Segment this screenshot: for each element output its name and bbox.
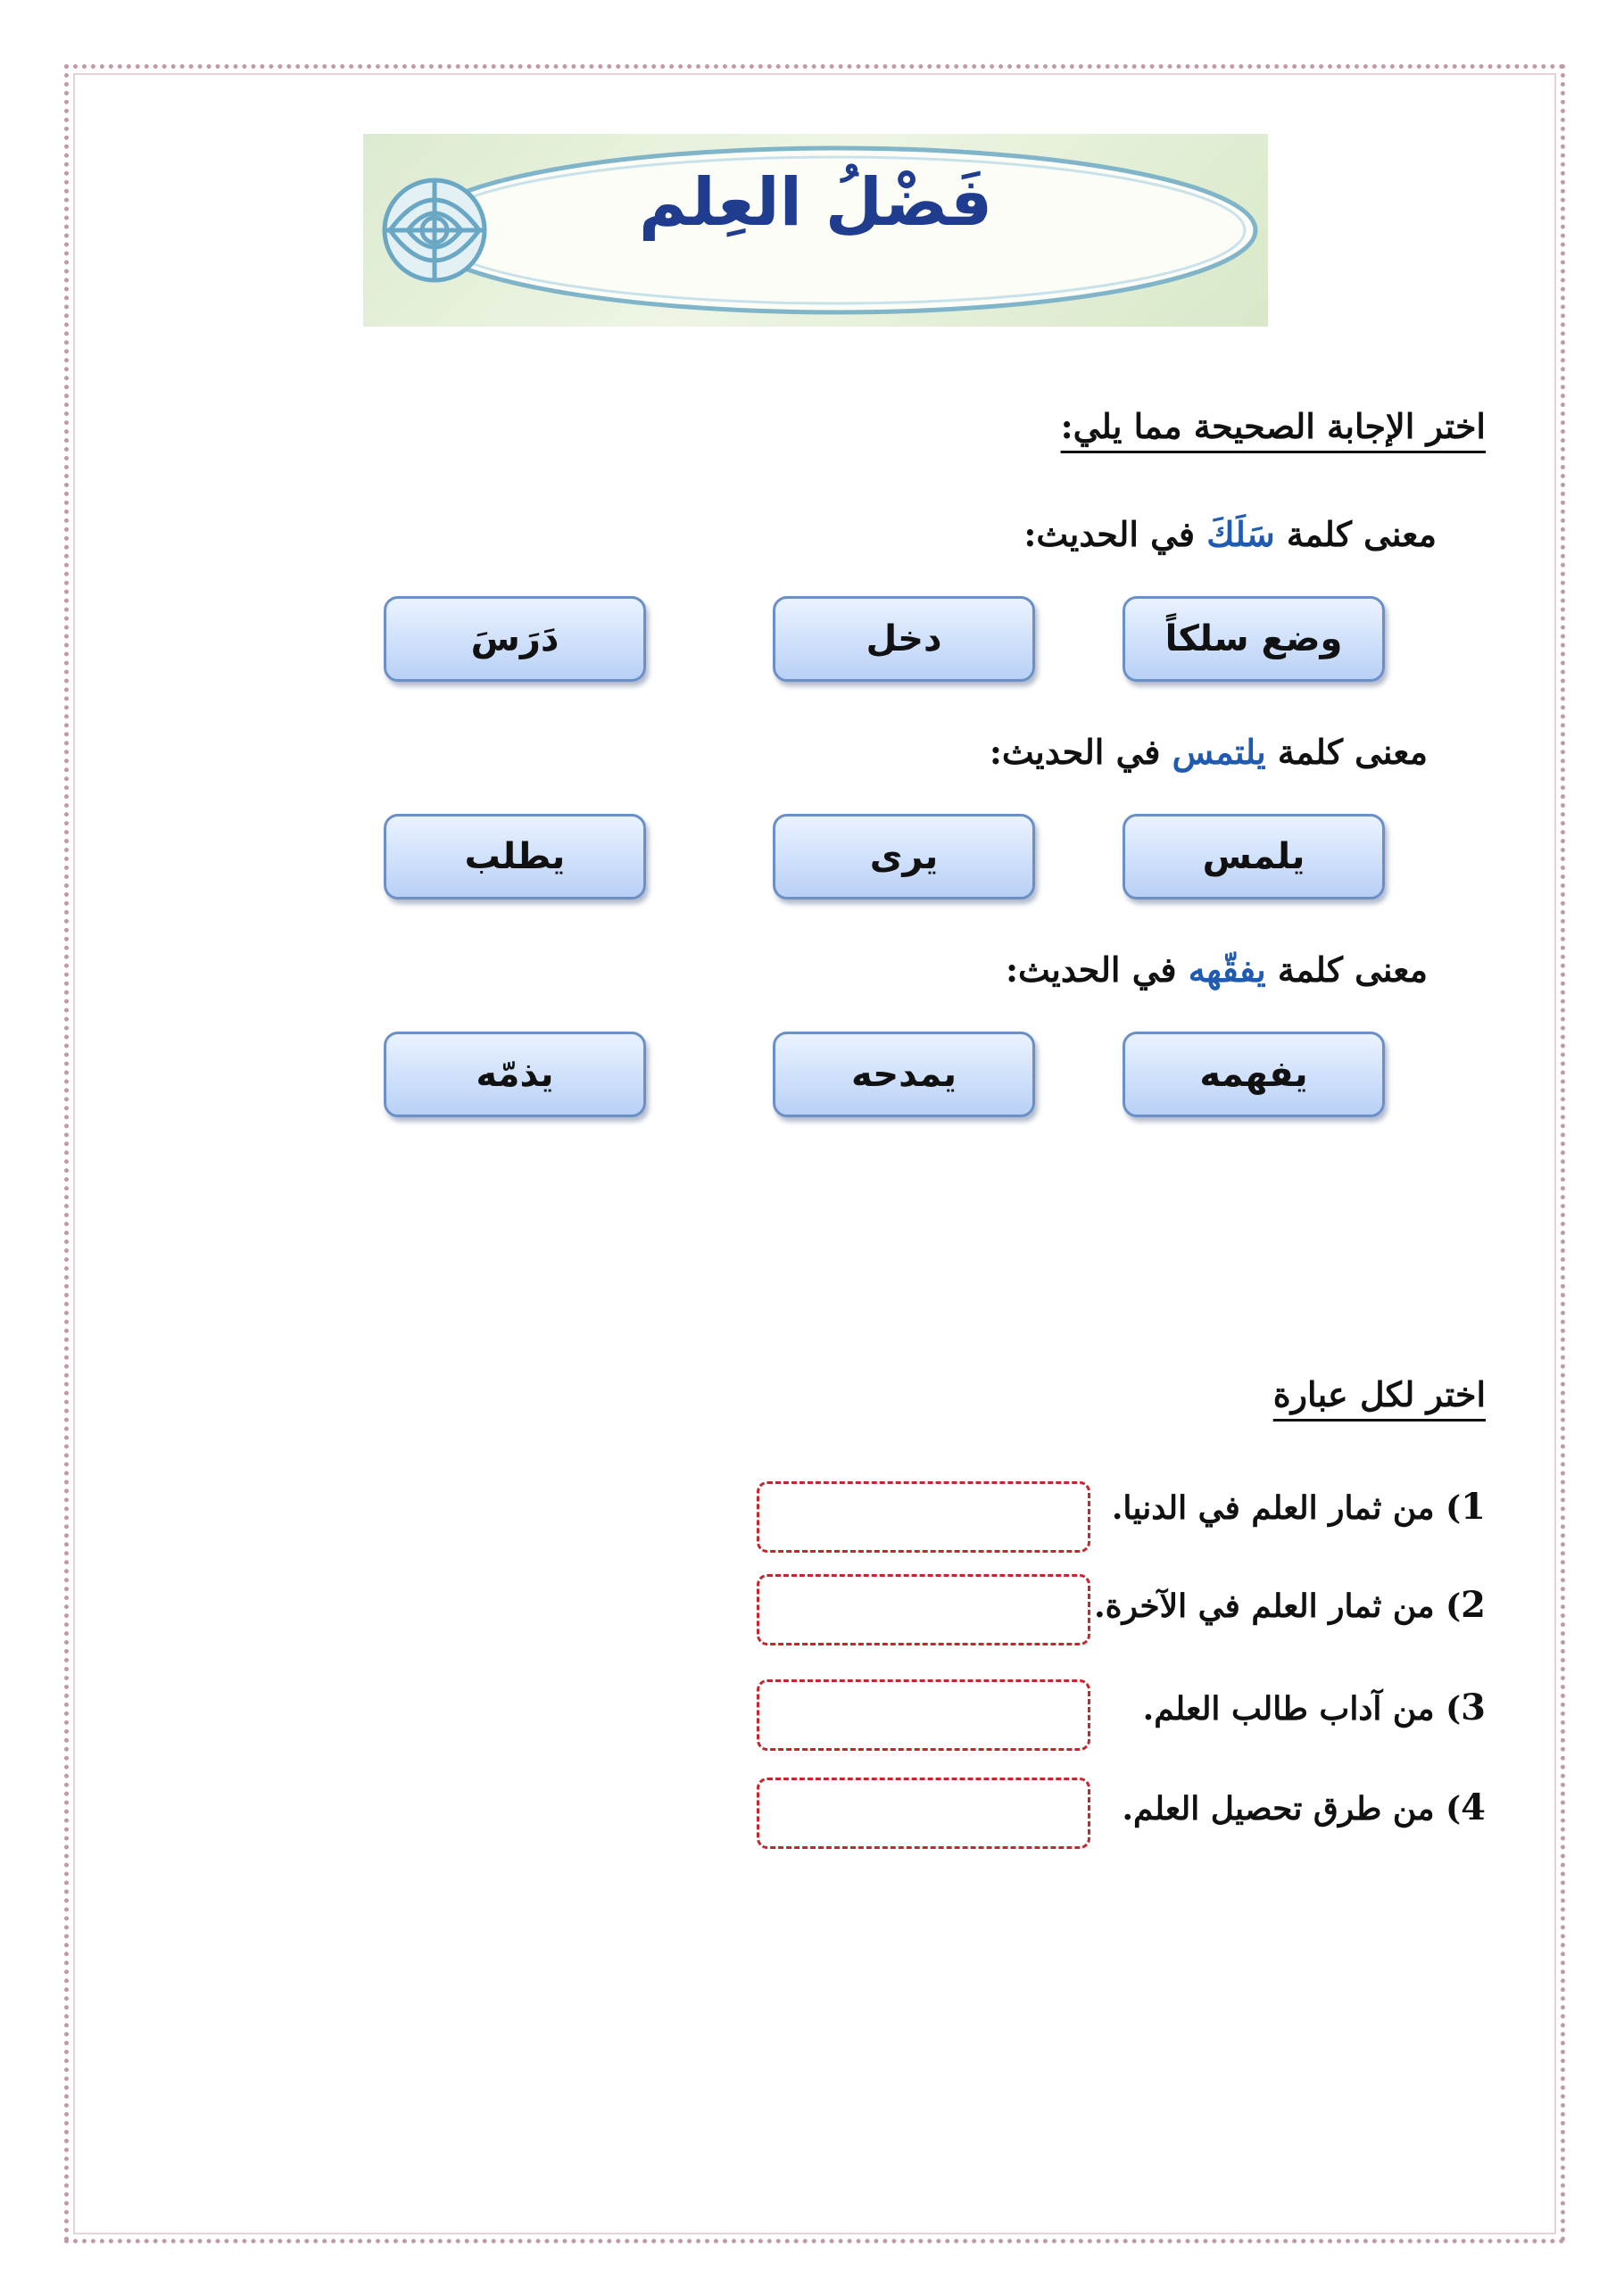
- option-button[interactable]: يرى: [773, 814, 1035, 899]
- page-border-inner: [73, 73, 1556, 2234]
- option-button[interactable]: وضع سلكاً: [1123, 596, 1385, 682]
- option-button[interactable]: يطلب: [384, 814, 646, 899]
- question-keyword: يفقّهه: [1188, 949, 1266, 990]
- option-button[interactable]: يمدحه: [773, 1032, 1035, 1117]
- question-1: [1023, 514, 1437, 554]
- item-number: 2: [1461, 1584, 1486, 1626]
- question-suffix: في الحديث:: [989, 732, 1172, 772]
- item-text: من ثمار العلم في الآخرة.: [1094, 1587, 1435, 1625]
- item-number: 1: [1461, 1486, 1486, 1528]
- question-keyword: سَلَكَ: [1206, 514, 1275, 554]
- option-button[interactable]: يذمّه: [384, 1032, 646, 1117]
- section1-heading: اختر الإجابة الصحيحة مما يلي:: [1060, 406, 1486, 446]
- option-button[interactable]: يلمس: [1123, 814, 1385, 899]
- option-button[interactable]: دخل: [773, 596, 1035, 682]
- option-button[interactable]: دَرَسَ: [384, 596, 646, 682]
- question-prefix: معنى كلمة: [1265, 949, 1428, 990]
- answer-slot[interactable]: [757, 1481, 1090, 1553]
- title-banner: [363, 134, 1268, 327]
- list-item: 4) من طرق تحصيل العلم.: [1122, 1786, 1486, 1828]
- question-prefix: معنى كلمة: [1274, 514, 1437, 554]
- question-3: [1006, 949, 1428, 990]
- item-text: من طرق تحصيل العلم.: [1122, 1790, 1435, 1828]
- item-text: من ثمار العلم في الدنيا.: [1111, 1489, 1435, 1527]
- answer-slot[interactable]: [757, 1778, 1090, 1849]
- item-text: من آداب طالب العلم.: [1142, 1690, 1435, 1728]
- answer-slot[interactable]: [757, 1679, 1090, 1751]
- item-number: 3: [1461, 1687, 1486, 1728]
- option-button[interactable]: يفهمه: [1123, 1032, 1385, 1117]
- question-keyword: يلتمس: [1172, 732, 1266, 772]
- question-suffix: في الحديث:: [1005, 949, 1189, 990]
- question-suffix: في الحديث:: [1023, 514, 1207, 554]
- item-number: 4: [1461, 1786, 1486, 1828]
- answer-slot[interactable]: [757, 1574, 1090, 1645]
- list-item: 1) من ثمار العلم في الدنيا.: [1111, 1486, 1486, 1528]
- section2-heading: اختر لكل عبارة: [1272, 1374, 1486, 1414]
- list-item: 2) من ثمار العلم في الآخرة.: [1094, 1584, 1486, 1626]
- question-2: [990, 732, 1428, 772]
- list-item: 3) من آداب طالب العلم.: [1142, 1687, 1486, 1728]
- question-prefix: معنى كلمة: [1265, 732, 1428, 772]
- page-title: فَضْلُ العِلم: [638, 164, 993, 241]
